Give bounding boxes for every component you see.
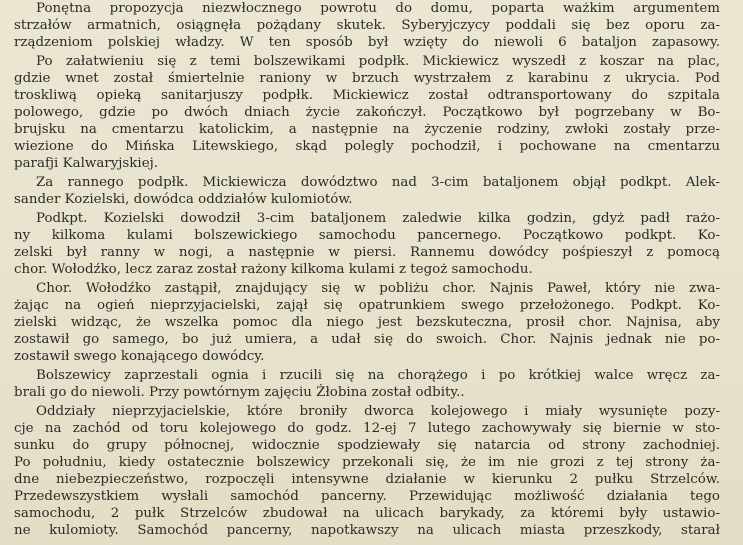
text-line: Ponętna propozycja niezwłocznego powrotu do domu, poparta ważkim argumentem	[36, 1, 720, 16]
text-line: Chor. Wołodźko zastąpił, znajdujący się w pobliżu chor. Najnis Paweł, który nie zwa-	[36, 281, 720, 296]
text-line: cje na zachód od toru kolejowego do godz. 12-ej 7 lutego zachowywały się biernie w sto-	[14, 421, 720, 436]
text-line: parafji Kalwaryjskiej.	[14, 156, 159, 171]
text-line: zostawił go samego, bo już umiera, a udał się do swoich. Chor. Najnis jednak nie po-	[14, 332, 720, 347]
text-line: Po południu, kiedy ostatecznie bolszewicy przekonali się, że im nie grozi z tej strony ża-	[14, 455, 720, 470]
text-line: dne niebezpieczeństwo, rozpoczęli intensywne działanie w kierunku 2 pułku Strzelców.	[14, 472, 720, 487]
text-line: brujsku na cmentarzu katolickim, a następnie na życzenie rodziny, zwłoki zostały prze-	[14, 122, 720, 137]
text-line: rządzeniom polskiej władzy. W ten sposób był wzięty do niewoli 6 bataljon zapasowy.	[14, 35, 720, 50]
text-line: gdzie wnet został śmiertelnie raniony w brzuch wystrzałem z karabinu z ukrycia. Pod	[14, 71, 720, 86]
text-line: Podkpt. Kozielski dowodził 3-cim bataljonem zaledwie kilka godzin, gdyż padł rażo-	[36, 211, 720, 226]
text-line: zelski był ranny w nogi, a następnie w piersi. Rannemu dowódcy pośpieszył z pomocą	[14, 245, 720, 260]
text-line: Oddziały nieprzyjacielskie, które broniły dworca kolejowego i miały wysunięte pozy-	[36, 404, 720, 419]
text-line: wiezione do Mińska Litewskiego, skąd polegly pochodził, i pochowane na cmentarzu	[14, 139, 720, 154]
text-line: Za rannego podpłk. Mickiewicza dowództwo nad 3-cim bataljonem objął podkpt. Alek-	[36, 175, 720, 190]
text-line: Bolszewicy zaprzestali ognia i rzucili się na chorążego i po krótkiej walce wręcz za-	[36, 368, 720, 383]
text-line: polowego, gdzie po dwóch dniach życie zakończył. Początkowo był pogrzebany w Bo-	[14, 105, 720, 120]
text-line: zostawił swego konającego dowódcy.	[14, 349, 265, 364]
text-line: chor. Wołodźko, lecz zaraz został rażony kilkoma kulami z tegoż samochodu.	[14, 262, 533, 277]
text-line: sander Kozielski, dowódca oddziałów kulomiotów.	[14, 192, 353, 207]
text-line: zielski widząc, że wszelka pomoc dla niego jest bezskuteczna, prosił chor. Najnisa, aby	[14, 315, 720, 330]
text-line: żając na ogień nieprzyjacielski, zajął się opatrunkiem swego przełożonego. Podkpt. Ko-	[14, 298, 720, 313]
text-line: sunku do grupy północnej, widocznie spodziewały się natarcia od strony zachodniej.	[14, 438, 720, 453]
text-line: strzałów armatnich, osiągnęła pożądany skutek. Syberyjczycy poddali się bez oporu za-	[14, 18, 720, 33]
text-line: ny kilkoma kulami bolszewickiego samochodu pancernego. Początkowo podkpt. Ko-	[14, 228, 720, 243]
text-line: brali go do niewoli. Przy powtórnym zajęciu Żłobina został odbity..	[14, 385, 465, 400]
text-line: Po załatwieniu się z temi bolszewikami podpłk. Mickiewicz wyszedł z koszar na plac,	[36, 54, 720, 69]
text-line: ne kulomioty. Samochód pancerny, napotkawszy na ulicach miasta przeszkody, starał	[14, 523, 720, 538]
text-line: Przedewszystkiem wysłali samochód pancerny. Przewidując możliwość działania tego	[14, 489, 720, 504]
text-line: troskliwą opieką sanitarjuszy podpłk. Mickiewicz został odtransportowany do szpitala	[14, 88, 720, 103]
text-line: samochodu, 2 pułk Strzelców zbudował na ulicach barykady, za któremi były ustawio-	[14, 506, 720, 521]
